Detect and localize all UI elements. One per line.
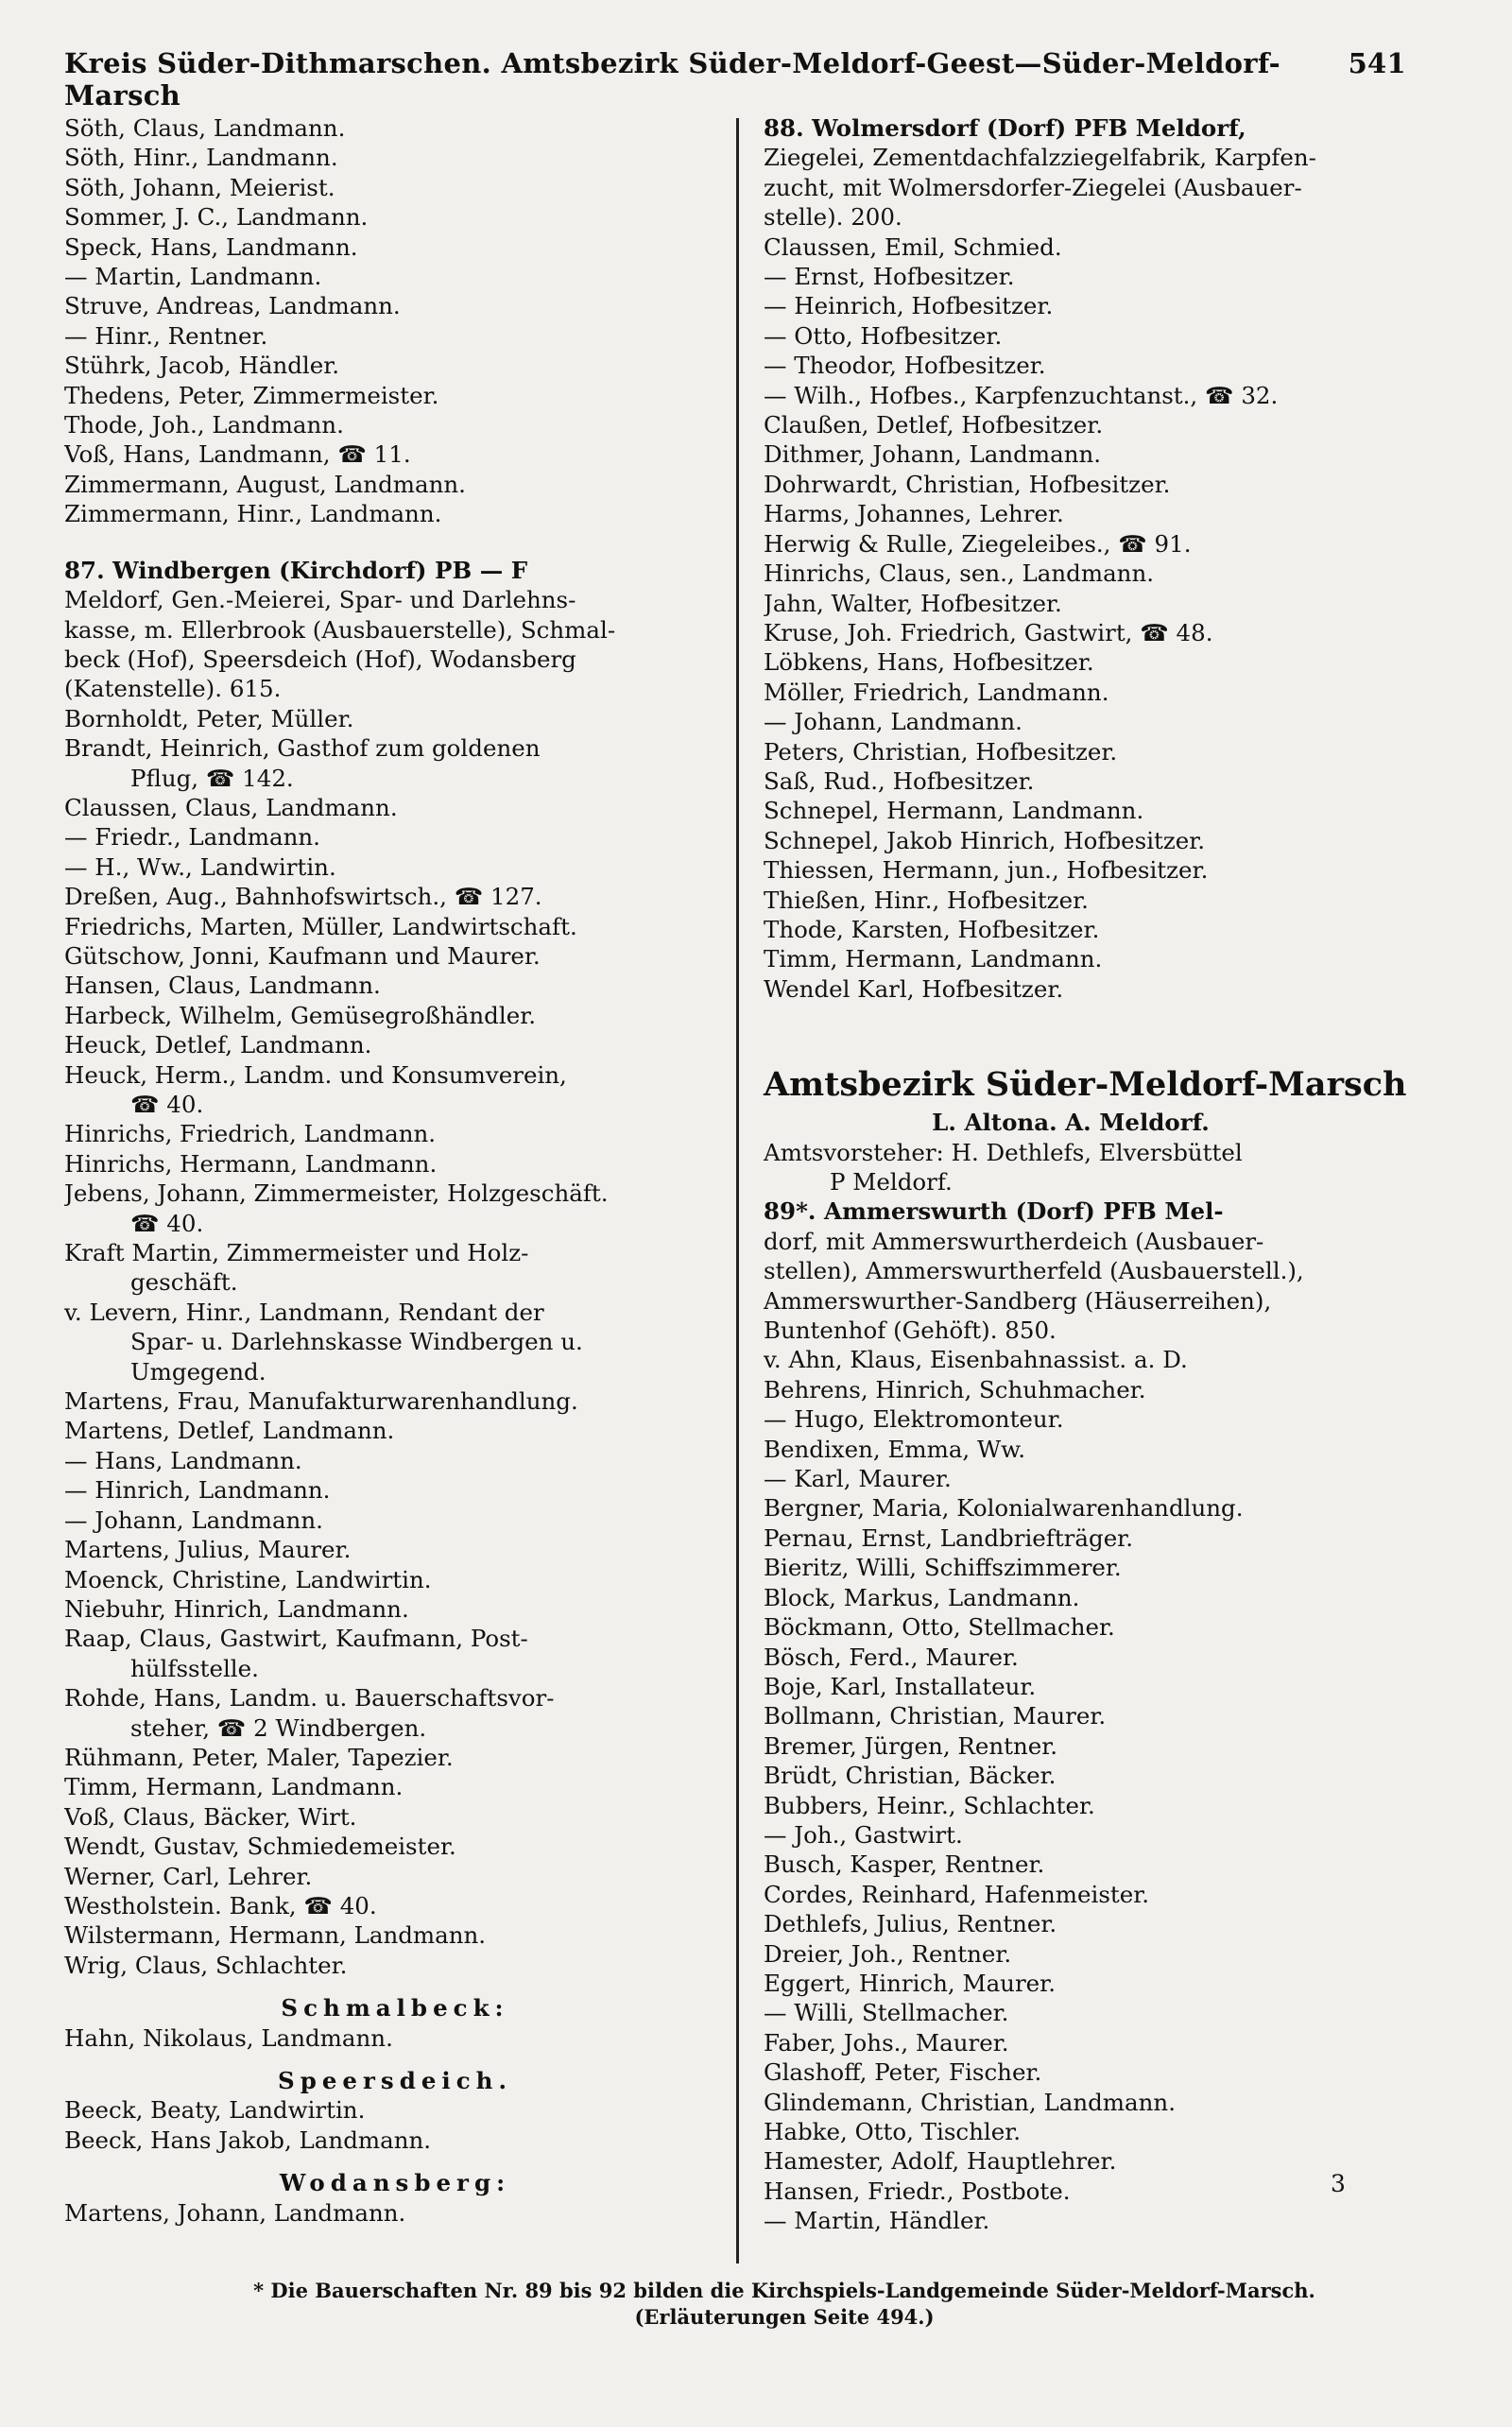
entry-line: Hinrichs, Hermann, Landmann. <box>64 1149 438 1178</box>
column-divider <box>736 118 739 2263</box>
entry-line: Niebuhr, Hinrich, Landmann. <box>64 1594 409 1623</box>
entry-line: Bornholdt, Peter, Müller. <box>64 704 354 732</box>
entry-line: — Friedr., Landmann. <box>64 823 320 852</box>
entry-line: — Heinrich, Hofbesitzer. <box>764 292 1054 320</box>
entry-line: hülfsstelle. <box>130 1654 259 1682</box>
entry-line: Pernau, Ernst, Landbriefträger. <box>764 1523 1133 1552</box>
entry-line: Martens, Frau, Manufakturwarenhandlung. <box>64 1387 578 1416</box>
entry-line: Jebens, Johann, Zimmermeister, Holzgeschäft. <box>64 1179 609 1208</box>
entry-line: — Wilh., Hofbes., Karpfenzuchtanst., ☎ 32. <box>764 381 1279 409</box>
entry-line: Gütschow, Jonni, Kaufmann und Maurer. <box>64 941 541 970</box>
entry-line: stellen), Ammerswurtherfeld (Ausbauerstell.), <box>764 1257 1304 1285</box>
entry-line: Schnepel, Hermann, Landmann. <box>764 797 1144 825</box>
left-column <box>64 113 726 2228</box>
entry-line: Dohrwardt, Christian, Hofbesitzer. <box>764 470 1171 498</box>
entry-line: Eggert, Hinrich, Maurer. <box>764 1969 1056 1997</box>
entry-line: — Karl, Maurer. <box>764 1465 952 1493</box>
entry-line: Werner, Carl, Lehrer. <box>64 1862 313 1890</box>
entry-line: (Katenstelle). 615. <box>64 675 282 703</box>
entry-line: — Johann, Landmann. <box>764 708 1022 736</box>
entry-line: Thode, Karsten, Hofbesitzer. <box>764 915 1100 943</box>
entry-line: Friedrichs, Marten, Müller, Landwirtschaft. <box>64 912 577 940</box>
entry-line: Wodansberg: <box>279 2169 511 2197</box>
entry-line: Speck, Hans, Landmann. <box>64 232 358 261</box>
entry-line: Söth, Claus, Landmann. <box>64 114 346 142</box>
entry-line: — Otto, Hofbesitzer. <box>764 321 1003 350</box>
entry-line: Hahn, Nikolaus, Landmann. <box>64 2023 393 2052</box>
entry-line: — H., Ww., Landwirtin. <box>64 852 336 881</box>
entry-line: 89*. Ammerswurth (Dorf) PFB Mel- <box>764 1197 1224 1226</box>
entry-line: Amtsvorsteher: H. Dethlefs, Elversbüttel <box>764 1138 1243 1166</box>
entry-line: — Hans, Landmann. <box>64 1446 302 1474</box>
entry-line: Hinrichs, Claus, sen., Landmann. <box>764 559 1155 588</box>
entry-line: Harbeck, Wilhelm, Gemüsegroßhändler. <box>64 1001 537 1029</box>
page-number: 541 <box>1348 47 1406 79</box>
entry-line: geschäft. <box>130 1268 238 1297</box>
entry-line: — Ernst, Hofbesitzer. <box>764 263 1015 291</box>
entry-line: Moenck, Christine, Landwirtin. <box>64 1565 432 1593</box>
entry-line: — Theodor, Hofbesitzer. <box>764 352 1046 380</box>
entry-line: — Martin, Händler. <box>764 2207 990 2235</box>
entry-line: Spar- u. Darlehnskasse Windbergen u. <box>130 1328 583 1356</box>
right-column <box>764 113 1416 2236</box>
entry-line: zucht, mit Wolmersdorfer-Ziegelei (Ausbauer- <box>764 173 1302 201</box>
entry-line: Westholstein. Bank, ☎ 40. <box>64 1891 377 1919</box>
footnote-line: * Die Bauerschaften Nr. 89 bis 92 bilden die Kirchspiels-Landgemeinde Süder-Meldorf-Marsch. <box>253 2279 1315 2302</box>
entry-line: Thiessen, Hermann, jun., Hofbesitzer. <box>764 856 1209 885</box>
entry-line: Söth, Johann, Meierist. <box>64 173 335 201</box>
entry-line: ☎ 40. <box>130 1091 204 1118</box>
entry-line: Cordes, Reinhard, Hafenmeister. <box>764 1880 1150 1908</box>
entry-line: Glashoff, Peter, Fischer. <box>764 2058 1042 2087</box>
entry-line: Thedens, Peter, Zimmermeister. <box>64 381 439 409</box>
entry-line: Bergner, Maria, Kolonialwarenhandlung. <box>764 1494 1244 1523</box>
entry-line: Behrens, Hinrich, Schuhmacher. <box>764 1375 1146 1403</box>
entry-line: steher, ☎ 2 Windbergen. <box>130 1713 427 1742</box>
entry-line: Speersdeich. <box>278 2067 512 2094</box>
entry-line: Kruse, Joh. Friedrich, Gastwirt, ☎ 48. <box>764 618 1213 646</box>
entry-line: Zimmermann, Hinr., Landmann. <box>64 500 442 528</box>
entry-line: — Hugo, Elektromonteur. <box>764 1405 1064 1434</box>
entry-line: Ziegelei, Zementdachfalzziegelfabrik, Karpfen- <box>764 144 1316 172</box>
entry-line: — Willi, Stellmacher. <box>764 1999 1009 2027</box>
entry-line: Faber, Johs., Maurer. <box>764 2028 1009 2057</box>
entry-line: Habke, Otto, Tischler. <box>764 2118 1022 2145</box>
entry-line: Thode, Joh., Landmann. <box>64 411 344 439</box>
entry-line: Bubbers, Heinr., Schlachter. <box>764 1791 1095 1819</box>
entry-line: — Martin, Landmann. <box>64 263 322 291</box>
entry-line: Peters, Christian, Hofbesitzer. <box>764 737 1118 766</box>
entry-line: Wendt, Gustav, Schmiedemeister. <box>64 1833 456 1861</box>
entry-line: — Johann, Landmann. <box>64 1506 323 1534</box>
entry-line: — Hinrich, Landmann. <box>64 1476 331 1505</box>
entry-line: Bösch, Ferd., Maurer. <box>764 1643 1019 1671</box>
entry-line: Dithmer, Johann, Landmann. <box>764 440 1102 469</box>
entry-line: Bendixen, Emma, Ww. <box>764 1435 1026 1463</box>
entry-line: Wrig, Claus, Schlachter. <box>64 1951 348 1979</box>
entry-line: Buntenhof (Gehöft). 850. <box>764 1317 1057 1345</box>
entry-line: Beeck, Beaty, Landwirtin. <box>64 2096 366 2125</box>
entry-line: — Hinr., Rentner. <box>64 321 268 350</box>
entry-line: Voß, Hans, Landmann, ☎ 11. <box>64 440 411 469</box>
entry-line: Struve, Andreas, Landmann. <box>64 292 401 320</box>
entry-line: Wilstermann, Hermann, Landmann. <box>64 1921 487 1950</box>
entry-line: Hinrichs, Friedrich, Landmann. <box>64 1120 437 1148</box>
entry-line: Wendel Karl, Hofbesitzer. <box>764 974 1064 1003</box>
entry-line: Rühmann, Peter, Maler, Tapezier. <box>64 1743 454 1771</box>
entry-line: v. Levern, Hinr., Landmann, Rendant der <box>64 1298 544 1326</box>
entry-line: Möller, Friedrich, Landmann. <box>764 678 1109 706</box>
entry-line: Stührk, Jacob, Händler. <box>64 352 340 380</box>
entry-line: Jahn, Walter, Hofbesitzer. <box>764 589 1062 617</box>
entry-line: Busch, Kasper, Rentner. <box>764 1850 1045 1879</box>
entry-line: Bollmann, Christian, Maurer. <box>764 1702 1107 1730</box>
entry-line: Sommer, J. C., Landmann. <box>64 203 369 232</box>
entry-line: Glindemann, Christian, Landmann. <box>764 2088 1176 2116</box>
page-header <box>64 47 1406 112</box>
entry-line: Brüdt, Christian, Bäcker. <box>764 1762 1057 1790</box>
entry-line: Dethlefs, Julius, Rentner. <box>764 1910 1057 1938</box>
running-title: Kreis Süder-Dithmarschen. Amtsbezirk Süder-Meldorf-Geest—Süder-Meldorf-Marsch <box>64 47 1280 112</box>
entry-line: stelle). 200. <box>764 203 902 232</box>
entry-line: Saß, Rud., Hofbesitzer. <box>764 766 1035 795</box>
entry-line: kasse, m. Ellerbrook (Ausbauerstelle), Schmal- <box>64 615 616 644</box>
entry-line: — Joh., Gastwirt. <box>764 1820 963 1849</box>
entry-line: Pflug, ☎ 142. <box>130 764 294 792</box>
entry-line: Zimmermann, August, Landmann. <box>64 470 466 498</box>
entry-line: 87. Windbergen (Kirchdorf) PB — F <box>64 556 528 584</box>
signature-mark: 3 <box>1331 2170 1346 2197</box>
entry-line: beck (Hof), Speersdeich (Hof), Wodansberg <box>64 645 576 673</box>
entry-line: Block, Markus, Landmann. <box>764 1583 1080 1611</box>
entry-line: Martens, Johann, Landmann. <box>64 2198 406 2227</box>
entry-line: Meldorf, Gen.-Meierei, Spar- und Darlehns- <box>64 586 576 614</box>
entry-line: P Meldorf. <box>830 1168 953 1196</box>
entry-line: Timm, Hermann, Landmann. <box>764 945 1103 973</box>
section-heading: Amtsbezirk Süder-Meldorf-Marsch <box>764 1065 1407 1105</box>
entry-line: Timm, Hermann, Landmann. <box>64 1773 404 1801</box>
entry-line: Beeck, Hans Jakob, Landmann. <box>64 2126 432 2154</box>
entry-line: Bremer, Jürgen, Rentner. <box>764 1731 1058 1760</box>
entry-line: Heuck, Herm., Landm. und Konsumverein, <box>64 1060 567 1089</box>
entry-line: dorf, mit Ammerswurtherdeich (Ausbauer- <box>764 1227 1264 1255</box>
entry-line: Löbkens, Hans, Hofbesitzer. <box>764 648 1094 677</box>
entry-line: 88. Wolmersdorf (Dorf) PFB Meldorf, <box>764 114 1246 142</box>
entry-line: Thießen, Hinr., Hofbesitzer. <box>764 886 1089 914</box>
entry-line: ☎ 40. <box>130 1209 204 1237</box>
section-subheading: L. Altona. A. Meldorf. <box>932 1109 1210 1137</box>
entry-line: Rohde, Hans, Landm. u. Bauerschaftsvor- <box>64 1684 555 1713</box>
entry-line: Martens, Julius, Maurer. <box>64 1536 352 1564</box>
entry-line: Boje, Karl, Installateur. <box>764 1672 1037 1700</box>
entry-line: Heuck, Detlef, Landmann. <box>64 1031 372 1059</box>
entry-line: Hamester, Adolf, Hauptlehrer. <box>764 2147 1117 2176</box>
entry-line: Böckmann, Otto, Stellmacher. <box>764 1613 1115 1642</box>
footnote-reference: (Erläuterungen Seite 494.) <box>634 2305 935 2329</box>
entry-line: Claussen, Emil, Schmied. <box>764 232 1062 261</box>
entry-line: Brandt, Heinrich, Gasthof zum goldenen <box>64 734 541 763</box>
entry-line: Raap, Claus, Gastwirt, Kaufmann, Post- <box>64 1625 528 1653</box>
entry-line: Dreier, Joh., Rentner. <box>764 1939 1012 1968</box>
entry-line: Claussen, Claus, Landmann. <box>64 793 398 821</box>
entry-line: Dreßen, Aug., Bahnhofswirtsch., ☎ 127. <box>64 883 542 911</box>
entry-line: Umgegend. <box>130 1357 266 1386</box>
entry-line: Hansen, Friedr., Postbote. <box>764 2177 1071 2205</box>
entry-line: Schnepel, Jakob Hinrich, Hofbesitzer. <box>764 826 1206 854</box>
entry-line: Bieritz, Willi, Schiffszimmerer. <box>764 1554 1122 1582</box>
entry-line: Martens, Detlef, Landmann. <box>64 1417 395 1445</box>
entry-line: Harms, Johannes, Lehrer. <box>764 500 1064 528</box>
footnote <box>0 2278 1512 2331</box>
entry-line: Claußen, Detlef, Hofbesitzer. <box>764 411 1104 439</box>
entry-line: Herwig & Rulle, Ziegeleibes., ☎ 91. <box>764 529 1192 558</box>
entry-line: Schmalbeck: <box>281 1994 509 2022</box>
entry-line: Kraft Martin, Zimmermeister und Holz- <box>64 1239 529 1267</box>
entry-line: Hansen, Claus, Landmann. <box>64 972 381 1000</box>
entry-line: Ammerswurther-Sandberg (Häuserreihen), <box>764 1286 1272 1315</box>
entry-line: Voß, Claus, Bäcker, Wirt. <box>64 1802 357 1831</box>
entry-line: Söth, Hinr., Landmann. <box>64 144 338 172</box>
entry-line: v. Ahn, Klaus, Eisenbahnassist. a. D. <box>764 1346 1188 1374</box>
